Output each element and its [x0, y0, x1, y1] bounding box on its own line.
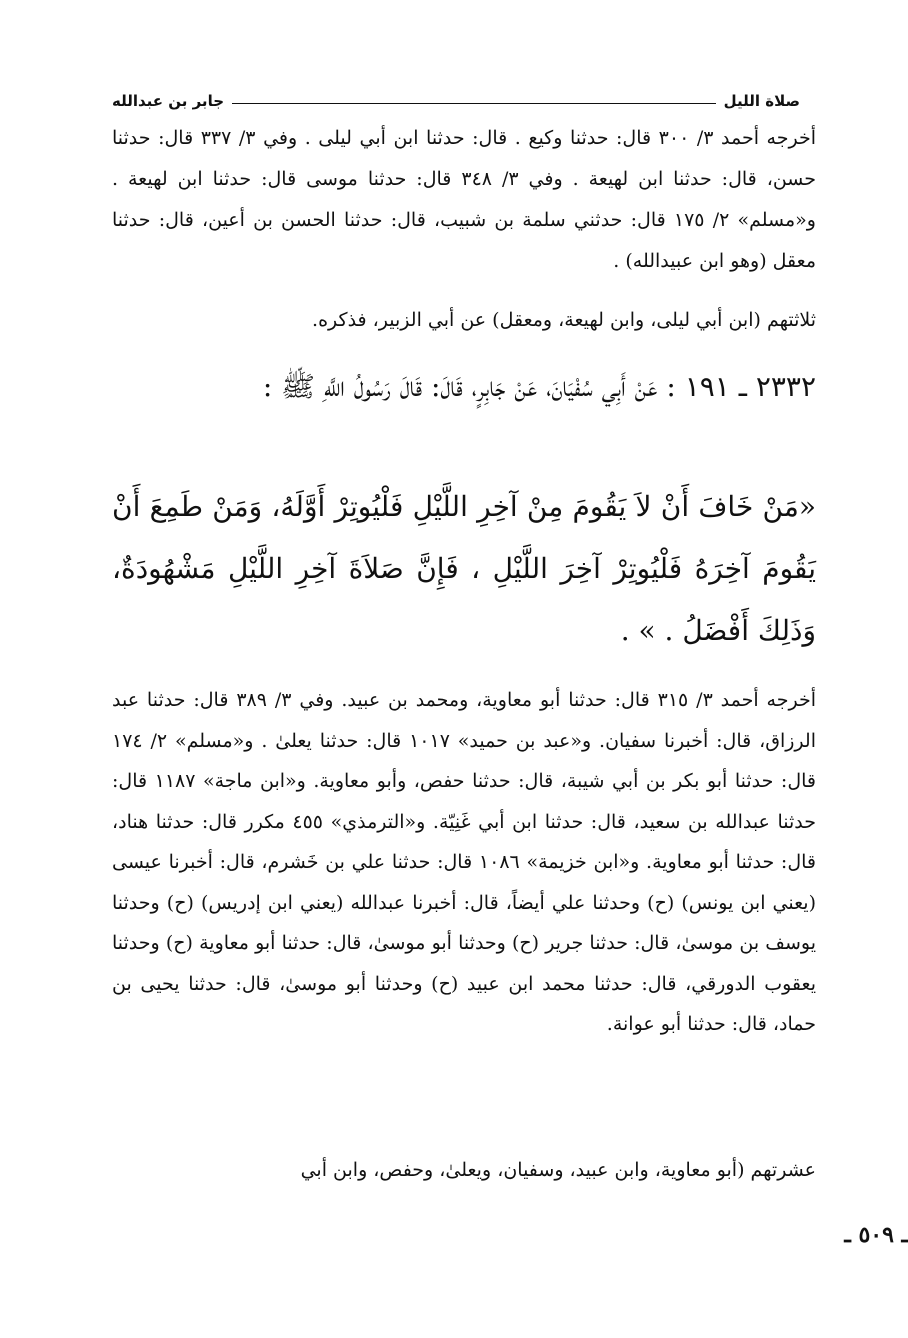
hadith-body: [112, 476, 816, 662]
takhrij-paragraph-2: [112, 680, 816, 1045]
hadith-heading: [112, 358, 816, 416]
takhrij-paragraph-1: [112, 118, 816, 282]
hadith-heading-text: ٢٣٣٢ ـ ١٩١ : عَنْ أَبِي سُفْيَانَ، عَنْ جَابِرٍ، قَالَ: قَالَ رَسُولُ اللَّهِ ﷺ :: [262, 370, 816, 403]
page-number-text: ـ ٥٠٩ ـ: [844, 1222, 908, 1248]
takhrij-text-2: أخرجه أحمد ٣/ ٣١٥ قال: حدثنا أبو معاوية، ومحمد بن عبيد. وفي ٣/ ٣٨٩ قال: حدثنا عبد الرزاق، قال: أخبرنا سفيان. و«عبد بن حميد» ١٠١٧ قال: حدثنا يعلىٰ . و«مسلم» ٢/ ١٧٤ قال: حدثنا أبو بكر بن أبي شيبة، قال: حدثنا حفص، وأبو معاوية. و«ابن ماجة» ١١٨٧ قال: حدثنا عبدالله بن سعيد، قال: حدثنا ابن أبي غَنِيّة. و«الترمذي» ٤٥٥ مكرر قال: حدثنا هناد، قال: حدثنا أبو معاوية. و«ابن خزيمة» ١٠٨٦ قال: حدثنا علي بن خَشرم، قال: أخبرنا عيسى (يعني ابن يونس) (ح) وحدثنا علي أيضاً، قال: أخبرنا عبدالله (يعني ابن إدريس) (ح) وحدثنا يوسف بن موسىٰ، قال: حدثنا جرير (ح) وحدثنا أبو موسىٰ، قال: حدثنا أبو معاوية (ح) وحدثنا يعقوب الدورقي، قال: حدثنا محمد ابن عبيد (ح) وحدثنا أبو موسىٰ، قال: حدثنا يحيى بن حماد، قال: حدثنا أبو عوانة.: [112, 689, 816, 1035]
takhrij-text-1: أخرجه أحمد ٣/ ٣٠٠ قال: حدثنا وكيع . قال: حدثنا ابن أبي ليلى . وفي ٣/ ٣٣٧ قال: حدثنا حسن، قال: حدثنا ابن لهيعة . وفي ٣/ ٣٤٨ قال: حدثنا موسى قال: حدثنا ابن لهيعة . و«مسلم» ٢/ ١٧٥ قال: حدثني سلمة بن شبيب، قال: حدثنا الحسن بن أعين، قال: حدثنا معقل (وهو ابن عبيدالله) .: [112, 127, 816, 272]
summary-text-2: عشرتهم (أبو معاوية، وابن عبيد، وسفيان، ويعلىٰ، وحفص، وابن أبي: [300, 1159, 816, 1181]
running-header: [112, 86, 800, 110]
chapter-title: صلاة الليل: [723, 92, 800, 110]
narrator-name: جابر بن عبدالله: [112, 92, 225, 110]
summary-paragraph-1: [112, 300, 816, 341]
header-rule: [232, 103, 716, 104]
summary-text-1: ثلاثتهم (ابن أبي ليلى، وابن لهيعة، ومعقل) عن أبي الزبير، فذكره.: [312, 309, 816, 331]
page-number: [0, 1222, 908, 1248]
hadith-body-text: «مَنْ خَافَ أَنْ لاَ يَقُومَ مِنْ آخِرِ اللَّيْلِ فَلْيُوتِرْ أَوَّلَهُ، وَمَنْ طَمِعَ أَنْ يَقُومَ آخِرَهُ فَلْيُوتِرْ آخِرَ اللَّيْلِ ، فَإِنَّ صَلاَةَ آخِرِ اللَّيْلِ مَشْهُودَةٌ، وَذَلِكَ أَفْضَلُ . » .: [112, 490, 816, 647]
summary-paragraph-2: [112, 1150, 816, 1191]
